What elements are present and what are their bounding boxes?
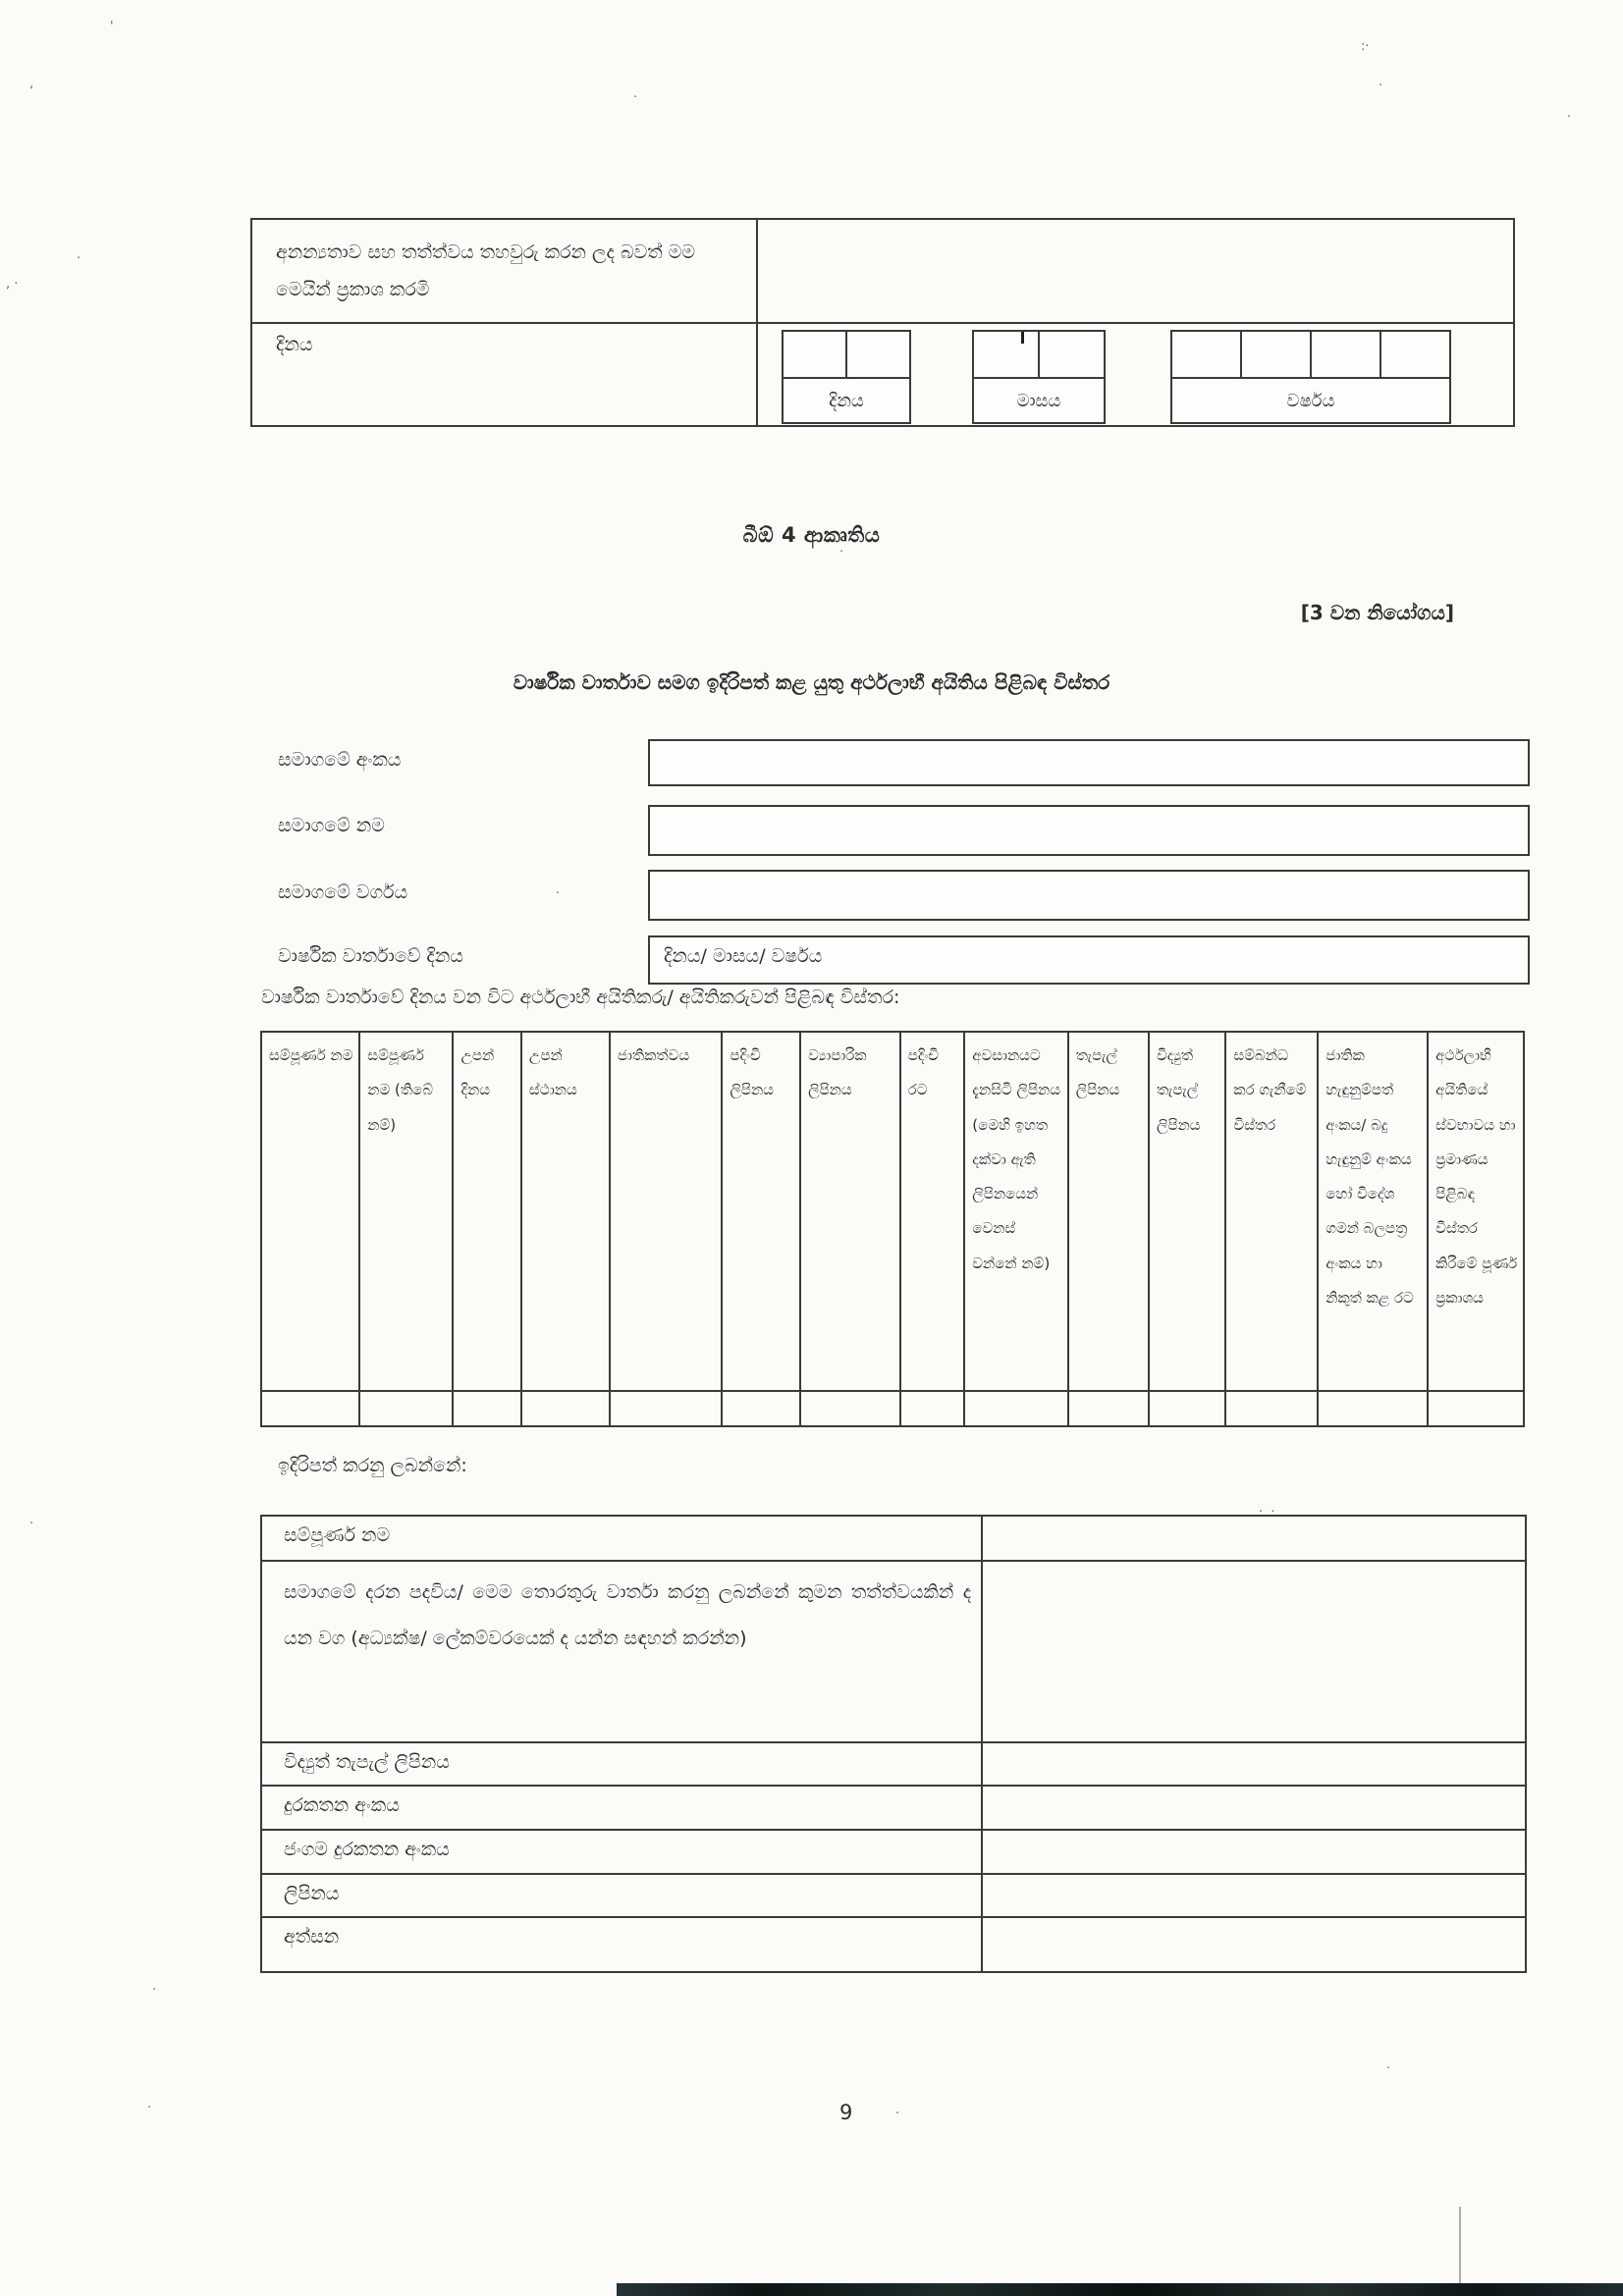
submitter-address-label: ලිපිනය bbox=[261, 1874, 982, 1917]
col-nic-passport-number: ජාතික හැඳුනුම්පත් අංකය/ බදු හැඳුනුම් අංකය හෝ විදේශ ගමන් බලපත්‍ර අංකය හා නිකුත් කළ රට bbox=[1318, 1032, 1428, 1391]
col-place-of-birth: උපන් ස්ථානය bbox=[521, 1032, 610, 1391]
col-ownership-statement: අර්ථලාභී අයිතියේ ස්වභාවය හා ප්‍රමාණය පිළිබඳ විස්තර කිරීමේ පූර්ණ ප්‍රකාශය bbox=[1428, 1032, 1524, 1391]
scan-ink-mark bbox=[1021, 332, 1024, 344]
scan-speck: · bbox=[839, 545, 844, 560]
entry-cell[interactable] bbox=[1318, 1391, 1428, 1426]
scan-speck: , · bbox=[6, 277, 19, 292]
entry-cell[interactable] bbox=[800, 1391, 900, 1426]
entry-cell[interactable] bbox=[1428, 1391, 1524, 1426]
col-former-name: සම්පූර්ණ නම (තිබේ නම්) bbox=[359, 1032, 453, 1391]
company-type-input[interactable] bbox=[648, 870, 1530, 921]
submitter-mobile-label: ජංගම දුරකතන අංකය bbox=[261, 1830, 982, 1874]
beneficial-owners-table bbox=[260, 1031, 1525, 1427]
submitter-email-input[interactable] bbox=[982, 1742, 1526, 1786]
month-digit-cell[interactable] bbox=[974, 332, 1040, 377]
col-contact-details: සම්බන්ධ කර ගැනීමේ විස්තර bbox=[1225, 1032, 1318, 1391]
year-digit-cell[interactable] bbox=[1381, 332, 1449, 377]
owners-table-intro: වාර්ෂික වාර්තාවේ දිනය වන විට අර්ථලාභී අයිතිකරු/ අයිතිකරුවන් පිළිබඳ විස්තර: bbox=[261, 987, 900, 1008]
scan-speck: · bbox=[1379, 79, 1383, 93]
col-full-name: සම්පූර්ණ නම bbox=[261, 1032, 359, 1391]
day-group-label: දිනය bbox=[829, 390, 864, 411]
submitter-mobile-input[interactable] bbox=[982, 1830, 1526, 1874]
declaration-date-area bbox=[758, 324, 1513, 425]
document-title: වාර්ෂික වාර්තාව සමග ඉදිරිපත් කළ යුතු අර්ථලාභී අයිතිය පිළිබඳ විස්තර bbox=[513, 670, 1110, 694]
year-digit-cell[interactable] bbox=[1312, 332, 1381, 377]
date-year-group bbox=[1170, 330, 1451, 424]
entry-cell[interactable] bbox=[610, 1391, 722, 1426]
company-name-label: සමාගමේ නම bbox=[278, 815, 385, 836]
declaration-signature-cell[interactable] bbox=[758, 220, 1513, 322]
company-number-input[interactable] bbox=[648, 739, 1530, 786]
scan-speck: · bbox=[1386, 2061, 1391, 2076]
declaration-statement: අනන්‍යතාව සහ තත්ත්වය තහවුරු කරන ලද බවත් මම මෙයින් ප්‍රකාශ කරමි bbox=[252, 220, 758, 322]
col-postal-address: තැපැල් ලිපිනය bbox=[1068, 1032, 1149, 1391]
entry-cell[interactable] bbox=[1225, 1391, 1318, 1426]
submitter-signature-input[interactable] bbox=[982, 1917, 1526, 1972]
col-business-address: ව්‍යාපාරික ලිපිනය bbox=[800, 1032, 900, 1391]
year-digit-cell[interactable] bbox=[1172, 332, 1242, 377]
submitter-phone-label: දුරකතන අංකය bbox=[261, 1786, 982, 1830]
scan-speck: · bbox=[895, 2107, 900, 2121]
submitted-by-table bbox=[260, 1515, 1527, 1973]
annual-return-date-label: වාර්ෂික වාර්තාවේ දිනය bbox=[278, 945, 463, 967]
scan-speck: · bbox=[1567, 110, 1572, 125]
entry-cell[interactable] bbox=[261, 1391, 359, 1426]
entry-cell[interactable] bbox=[359, 1391, 453, 1426]
submitted-by-heading: ඉදිරිපත් කරනු ලබන්නේ: bbox=[278, 1455, 467, 1476]
day-digit-cell[interactable] bbox=[784, 332, 847, 377]
day-digit-cell[interactable] bbox=[847, 332, 909, 377]
scan-speck: · · bbox=[1259, 1505, 1275, 1520]
scan-edge-mark bbox=[1459, 2207, 1461, 2283]
submitter-phone-input[interactable] bbox=[982, 1786, 1526, 1830]
submitter-full-name-label: සම්පූර්ණ නම bbox=[261, 1516, 982, 1561]
month-digit-cell[interactable] bbox=[1040, 332, 1104, 377]
scan-speck: · bbox=[152, 1983, 157, 1998]
page-number: 9 bbox=[839, 2101, 853, 2124]
submitter-capacity-label: සමාගමේ දරන පදවිය/ මෙම තොරතුරු වාර්තා කරනු ලබන්නේ කුමන තත්ත්වයකින් ද යන වග (අධ්‍යක්ෂ/ ලේකම්වරයෙක් ද යන්න සඳහන් කරන්න) bbox=[261, 1561, 982, 1742]
col-date-of-birth: උපන් දිනය bbox=[453, 1032, 520, 1391]
entry-cell[interactable] bbox=[900, 1391, 965, 1426]
col-email-address: විද්‍යුත් තැපැල් ලිපිනය bbox=[1149, 1032, 1225, 1391]
owners-header-row bbox=[261, 1032, 1524, 1391]
year-digit-cell[interactable] bbox=[1242, 332, 1312, 377]
company-name-input[interactable] bbox=[648, 805, 1530, 856]
scan-speck: · bbox=[633, 90, 638, 105]
entry-cell[interactable] bbox=[1068, 1391, 1149, 1426]
form-code-heading: බීඕ 4 ආකෘතිය bbox=[742, 523, 881, 547]
entry-cell[interactable] bbox=[453, 1391, 520, 1426]
date-month-group bbox=[972, 330, 1106, 424]
annual-return-date-input[interactable]: දිනය/ මාසය/ වර්ෂය bbox=[648, 935, 1530, 985]
entry-cell[interactable] bbox=[964, 1391, 1067, 1426]
year-group-label: වර්ෂය bbox=[1286, 390, 1335, 411]
date-day-group bbox=[782, 330, 911, 424]
submitter-email-label: විද්‍යුත් තැපැල් ලිපිනය bbox=[261, 1742, 982, 1786]
declaration-date-label: දිනය bbox=[252, 324, 758, 425]
month-group-label: මාසය bbox=[1016, 390, 1061, 411]
submitter-address-input[interactable] bbox=[982, 1874, 1526, 1917]
owners-entry-row bbox=[261, 1391, 1524, 1426]
scan-speck: ' bbox=[110, 20, 114, 34]
scan-speck: ‘ bbox=[29, 84, 34, 99]
company-type-label: සමාගමේ වර්ගය bbox=[278, 881, 408, 903]
submitter-signature-label: අත්සන bbox=[261, 1917, 982, 1972]
col-last-known-address: අවසානයට දැනසිටි ලිපිනය (මෙහි ඉහත දක්වා ඇති ලිපිනයෙන් වෙනස් වන්නේ නම්) bbox=[964, 1032, 1067, 1391]
regulation-reference: [3 වන නියෝගය] bbox=[1300, 601, 1454, 624]
scan-speck: · bbox=[147, 2101, 152, 2115]
company-number-label: සමාගමේ අංකය bbox=[278, 749, 402, 771]
scan-speck: · bbox=[556, 886, 561, 901]
scan-speck: :· bbox=[1361, 39, 1370, 54]
scan-speck: · bbox=[29, 1517, 34, 1531]
entry-cell[interactable] bbox=[722, 1391, 800, 1426]
declaration-table bbox=[250, 218, 1515, 427]
col-country-of-residence: පදිංචි රට bbox=[900, 1032, 965, 1391]
scan-bottom-strip bbox=[617, 2283, 1623, 2296]
submitter-capacity-input[interactable] bbox=[982, 1561, 1526, 1742]
scan-speck: · bbox=[77, 251, 81, 266]
col-residential-address: පදිංචි ලිපිනය bbox=[722, 1032, 800, 1391]
entry-cell[interactable] bbox=[521, 1391, 610, 1426]
col-nationality: ජාතිකත්වය bbox=[610, 1032, 722, 1391]
entry-cell[interactable] bbox=[1149, 1391, 1225, 1426]
submitter-full-name-input[interactable] bbox=[982, 1516, 1526, 1561]
